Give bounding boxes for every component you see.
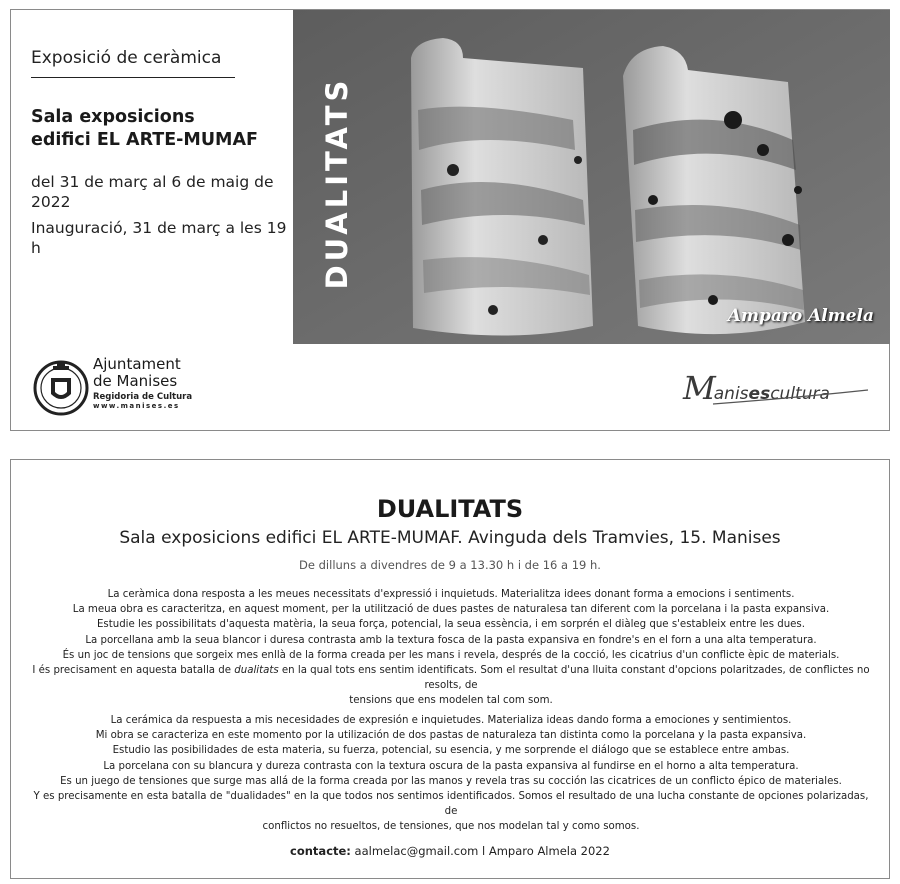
flyer-opening: Inauguració, 31 de març a les 19 h: [31, 219, 287, 257]
ca-line: És un joc de tensions que sorgeix mes enllà de la forma creada per les mans i revela, després de la cocció, les cicatrius d'un conflicte èpic de materials.: [62, 649, 840, 661]
venue-line-2: edifici EL ARTE-MUMAF: [31, 130, 258, 150]
regidoria-label: Regidoria de Cultura: [93, 392, 193, 402]
info-title: DUALITATS: [376, 495, 524, 523]
es-line: Y es precisamente en esta batalla de "dualidades" en la que todos nos sentimos identificados. Somos el resultado de una lucha constante de opciones polarizadas, de: [33, 791, 869, 818]
flyer-dates: del 31 de març al 6 de maig de 2022: [31, 173, 274, 211]
es-line: Es un juego de tensiones que surge mas allá de la forma creada por las manos y revela tras su cocción las cicatrices de un conflicto épico de materiales.: [60, 775, 842, 787]
es-line: Estudio las posibilidades de esta materia, su fuerza, potencial, su esencia, y me sorprende el diálogo que se establece entre ambas.: [112, 745, 790, 757]
ca-last-italic: dualitats: [234, 665, 279, 677]
ca-line: La meua obra es caracteritza, en aquest moment, per la utilització de dues pastes de naturalesa tan diferent com la porcelana i la pasta expansiva.: [72, 604, 830, 616]
venue-line-1: Sala exposicions: [31, 107, 195, 127]
ajuntament-line-2: de Manises: [93, 372, 178, 390]
ca-line: tensions que ens modelen tal com som.: [349, 695, 553, 707]
manises-cultura-logo: [683, 364, 873, 410]
ca-line: La porcellana amb la seua blancor i duresa contrasta amb la textura fosca de la pasta expansiva en fondre's en el forn a una alta temperatura.: [85, 634, 817, 646]
subtitle-underline: [31, 77, 235, 78]
flyer-venue: [31, 106, 301, 152]
logo-initial: M: [683, 369, 716, 407]
ca-last-before: I és precisament en aquesta batalla de: [32, 665, 235, 677]
photo-title-vertical: [317, 58, 357, 308]
logo-part-1: anis: [713, 384, 749, 404]
opening-hours: De dilluns a divendres de 9 a 13.30 h i de 16 a 19 h.: [299, 558, 601, 572]
contact-label: contacte:: [290, 844, 351, 858]
logo-swoosh-icon: [683, 364, 873, 410]
es-line: conflictos no resueltos, de tensiones, que nos modelan tal y como somos.: [262, 821, 640, 833]
ceramics-photo: [293, 10, 890, 344]
artist-signature: Amparo Almela: [727, 306, 874, 326]
statement-spanish: [31, 713, 871, 835]
ca-line: Estudie les possibilitats d'aquesta matèria, la seua força, potencial, la seua essència, i em sorprén el diàleg que s'estableix entre les dues.: [97, 619, 805, 631]
contact-line: [11, 844, 889, 858]
statement-catalan: [31, 587, 871, 709]
exhibition-info-card: [10, 459, 890, 879]
ceramic-vessels-image: [293, 10, 890, 344]
es-line: La porcelana con su blancura y dureza contrasta con la textura oscura de la pasta expansiva al fundirse en el horno a alta temperatura.: [103, 760, 799, 772]
ca-line-last: [31, 663, 871, 693]
contact-text: aalmelac@gmail.com l Amparo Almela 2022: [350, 844, 610, 858]
info-subtitle: Sala exposicions edifici EL ARTE-MUMAF. Avinguda dels Tramvies, 15. Manises: [119, 528, 781, 548]
logo-part-3: cultura: [770, 384, 830, 404]
logo-part-2: es: [748, 384, 771, 404]
ajuntament-logo: [93, 356, 192, 410]
flyer-subtitle: Exposició de ceràmica: [31, 48, 222, 68]
ajuntament-line-1: Ajuntament: [93, 355, 181, 373]
ca-last-after: en la qual tots ens sentim identificats. Som el resultat d'una lluita constant d'opcions polaritzades, de conflictes no resolts, de: [278, 665, 870, 692]
ca-line: La ceràmica dona resposta a les meues necessitats d'expressió i inquietuds. Materialitza idees donant forma a emocions i sentiments.: [107, 589, 795, 600]
es-line: Mi obra se caracteriza en este momento por la utilización de dos pastas de naturaleza tan distinta como la porcelana y la pasta expansiva.: [95, 730, 807, 742]
website-label: www.manises.es: [93, 402, 180, 410]
manises-crest-icon: [31, 356, 91, 416]
es-line: La cerámica da respuesta a mis necesidades de expresión e inquietudes. Materializa ideas dando forma a emociones y sentimientos.: [110, 715, 792, 726]
exhibition-flyer: [10, 9, 890, 431]
photo-title-text: DUALITATS: [320, 76, 354, 290]
